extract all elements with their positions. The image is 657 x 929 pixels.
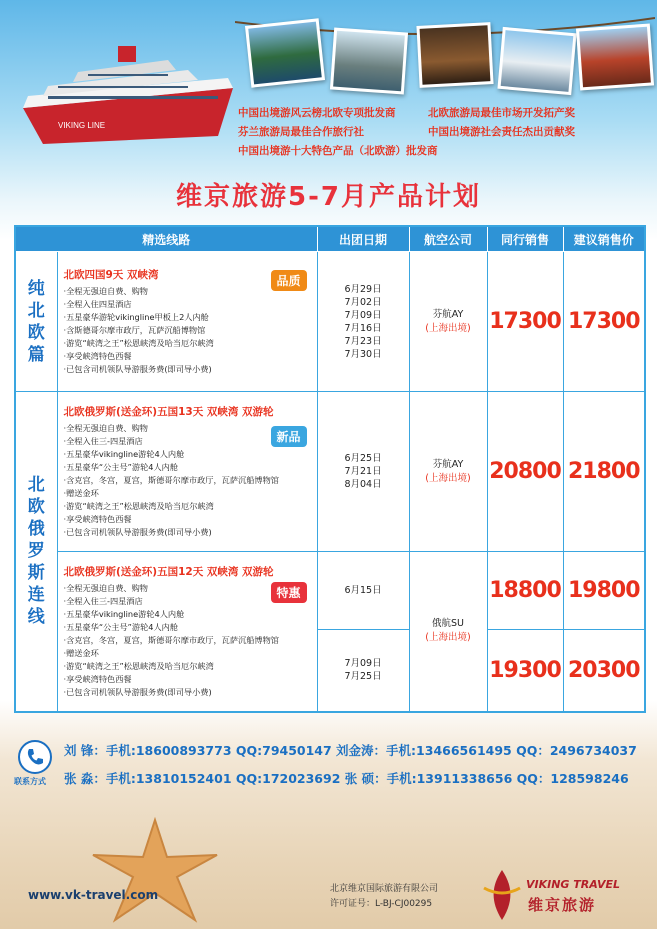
airline-name: 俄航SU	[432, 618, 464, 630]
airline-cell	[409, 252, 487, 392]
website-link[interactable]: www.vk-travel.com	[28, 888, 159, 902]
feature-item: ·游览“峡湾之王”松恩峡湾及哈当厄尔峡湾	[63, 338, 214, 348]
award-text-1: 中国出境游风云榜北欧专项批发商	[238, 107, 396, 119]
feature-item: ·五星豪华vikingline游轮4人内舱	[63, 449, 185, 459]
date-item: 7月09日	[344, 309, 382, 321]
airline-name: 芬航AY	[432, 458, 464, 470]
region-nordic	[15, 252, 57, 392]
retail-price: 17300	[563, 252, 645, 392]
cathedral-photo	[497, 27, 576, 95]
trade-price: 18800	[487, 552, 563, 630]
departure-port: (上海出境)	[425, 472, 471, 484]
feature-item: ·五星豪华“公主号”游轮4人内舱	[63, 462, 179, 472]
logo-text-cn: 维京旅游	[528, 896, 597, 914]
contact-line-2: 张 淼：手机:13810152401 QQ:172023692 张 硕：手机:13911338656 QQ：128598246	[64, 771, 629, 786]
retail-price: 20300	[563, 630, 645, 712]
award-text-5: 中国出境游十大特色产品（北欧游）批发商	[238, 145, 438, 157]
viking-travel-logo	[480, 868, 640, 923]
feature-item: ·享受峡湾特色西餐	[63, 514, 132, 524]
feature-item: ·已包含司机领队导游服务费(即司导小费)	[63, 527, 212, 537]
trade-price: 17300	[487, 252, 563, 392]
trade-price: 19300	[487, 630, 563, 712]
feature-item: ·游览“峡湾之王”松恩峡湾及哈当厄尔峡湾	[63, 501, 214, 511]
feature-item: ·已包含司机领队导游服务费(即司导小费)	[63, 686, 212, 697]
route-name: 北欧俄罗斯(送金环)五国12天 双峡湾 双游轮	[63, 565, 274, 578]
retail-price: 19800	[563, 552, 645, 630]
header-retail-price: 建议销售价	[563, 226, 645, 252]
feature-item: ·全程无强迫自费、购物	[63, 423, 148, 433]
vasa-ship-photo	[416, 22, 493, 88]
region-label: 北欧俄罗斯连线	[27, 475, 45, 628]
header-date: 出团日期	[317, 226, 409, 252]
date-item: 8月04日	[344, 479, 382, 490]
date-item: 6月29日	[344, 283, 382, 295]
feature-item: ·游览“峡湾之王”松恩峡湾及哈当厄尔峡湾	[63, 660, 214, 671]
table-row	[15, 552, 645, 630]
feature-item: ·含斯德哥尔摩市政厅，瓦萨沉船博物馆	[63, 325, 206, 335]
route-cell	[57, 392, 317, 552]
date-item: 6月15日	[344, 585, 382, 596]
dates-cell	[317, 630, 409, 712]
svg-text:VIKING LINE: VIKING LINE	[58, 121, 106, 130]
product-table	[14, 225, 646, 713]
date-item: 7月21日	[344, 466, 382, 477]
table-header-row	[15, 226, 645, 252]
cruise-ship-image	[18, 36, 243, 151]
departure-port: (上海出境)	[425, 632, 471, 644]
retail-price: 21800	[563, 392, 645, 552]
award-text-4: 中国出境游社会责任杰出贡献奖	[428, 126, 575, 138]
dates-cell	[317, 552, 409, 630]
departure-port: (上海出境)	[425, 322, 471, 334]
contact-section	[12, 736, 652, 796]
logo-text-en: VIKING TRAVEL	[526, 878, 621, 891]
page-title: 维京旅游5-7月产品计划	[176, 182, 481, 212]
airline-cell	[409, 392, 487, 552]
feature-item: ·享受峡湾特色西餐	[63, 351, 132, 361]
contact-label: 联系方式	[14, 777, 46, 786]
date-item: 7月30日	[344, 348, 382, 360]
feature-item: ·赠送金环	[63, 647, 99, 658]
route-cell	[57, 552, 317, 712]
special-offer-badge: 特惠	[271, 582, 307, 603]
feature-item: ·全程入住三-四星酒店	[63, 595, 143, 606]
award-text-2: 北欧旅游局最佳市场开发拓产奖	[428, 107, 575, 119]
date-item: 7月16日	[344, 322, 382, 334]
feature-item: ·五星豪华vikingline游轮4人内舱	[63, 608, 185, 619]
header-trade-price: 同行销售	[487, 226, 563, 252]
table-row	[15, 252, 645, 392]
hero-banner	[0, 0, 657, 180]
dates-cell	[317, 392, 409, 552]
header-airline: 航空公司	[409, 226, 487, 252]
feature-item: ·已包含司机领队导游服务费(即司导小费)	[63, 364, 212, 374]
date-item: 7月25日	[344, 671, 382, 683]
contact-line-1: 刘 锋：手机:18600893773 QQ:79450147 刘金涛：手机:13466561495 QQ：2496734037	[64, 743, 637, 758]
date-item: 7月02日	[344, 296, 382, 308]
starfish-image	[85, 815, 225, 925]
license-number: 许可证号：L-BJ-CJ00295	[330, 899, 433, 909]
feature-item: ·含克宫，冬宫，夏宫，斯德哥尔摩市政厅，瓦萨沉船博物馆	[63, 475, 279, 485]
feature-item: ·赠送金环	[63, 488, 99, 498]
header-route: 精选线路	[15, 226, 317, 252]
company-name: 北京维京国际旅游有限公司	[330, 884, 439, 894]
feature-item: ·全程入住三-四星酒店	[63, 436, 143, 446]
mermaid-photo	[330, 27, 408, 94]
phone-icon	[18, 740, 52, 774]
feature-item: ·全程入住四星酒店	[63, 299, 132, 309]
table-row	[15, 392, 645, 552]
airline-name: 芬航AY	[432, 308, 464, 320]
date-item: 7月09日	[344, 658, 382, 670]
date-item: 7月23日	[344, 335, 382, 347]
feature-item: ·五星豪华“公主号”游轮4人内舱	[63, 621, 179, 632]
airline-cell	[409, 552, 487, 712]
company-info	[330, 882, 438, 912]
new-badge: 新品	[271, 426, 307, 447]
kremlin-photo	[576, 23, 654, 90]
feature-item: ·享受峡湾特色西餐	[63, 673, 132, 684]
feature-item: ·全程无强迫自费、购物	[63, 286, 148, 296]
award-text-3: 芬兰旅游局最佳合作旅行社	[238, 126, 364, 138]
region-nordic-russia	[15, 392, 57, 712]
feature-item: ·含克宫，冬宫，夏宫，斯德哥尔摩市政厅，瓦萨沉船博物馆	[63, 634, 279, 645]
feature-item: ·五星豪华游轮vikingline甲板上2人内舱	[63, 312, 209, 322]
date-item: 6月25日	[344, 453, 382, 464]
route-name: 北欧四国9天 双峡湾	[63, 269, 159, 281]
viking-ship-logo-icon	[480, 868, 524, 923]
dates-cell	[317, 252, 409, 392]
route-name: 北欧俄罗斯(送金环)五国13天 双峡湾 双游轮	[63, 406, 274, 418]
feature-item: ·全程无强迫自费、购物	[63, 582, 148, 593]
quality-badge: 品质	[271, 270, 307, 291]
trade-price: 20800	[487, 392, 563, 552]
route-cell	[57, 252, 317, 392]
region-label: 纯北欧篇	[27, 278, 45, 365]
fjord-photo	[245, 18, 325, 87]
